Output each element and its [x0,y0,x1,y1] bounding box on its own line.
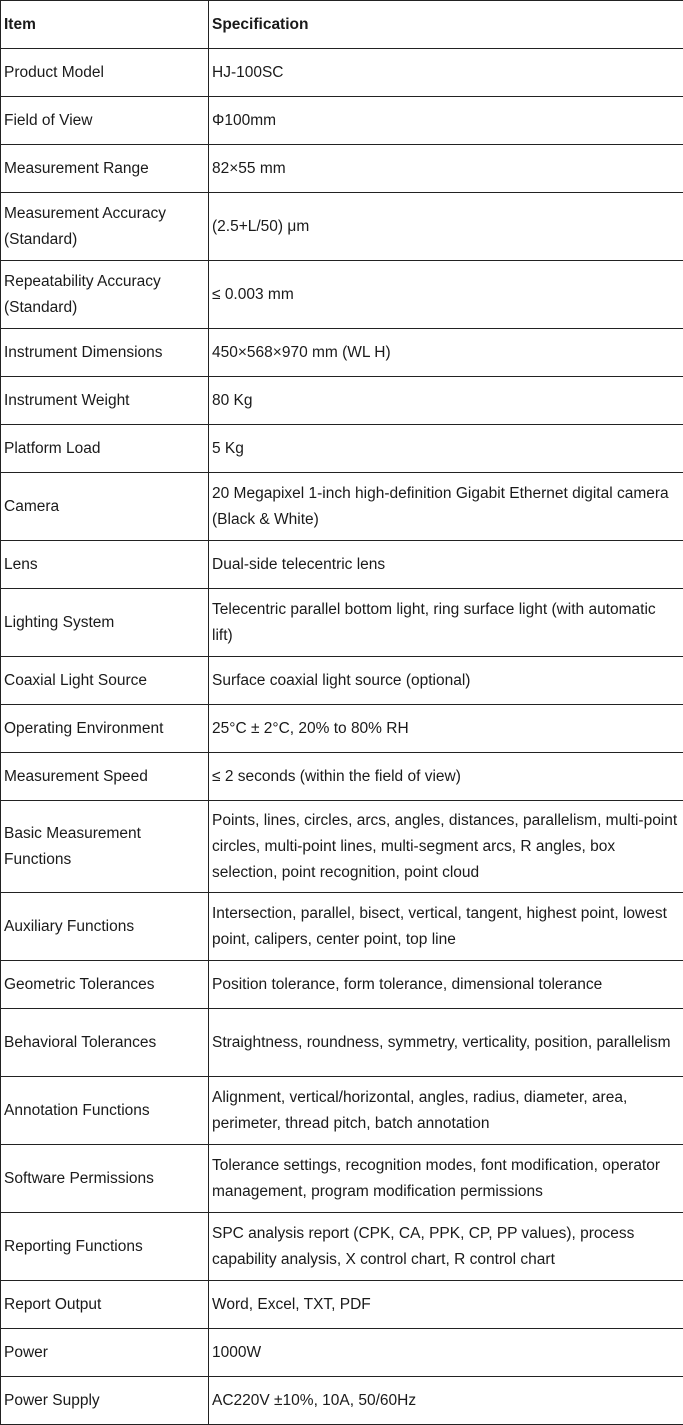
item-cell: Measurement Range [1,145,209,193]
header-specification: Specification [209,1,683,49]
specification-cell: 25°C ± 2°C, 20% to 80% RH [209,705,683,753]
specification-cell: Straightness, roundness, symmetry, verticality, position, parallelism [209,1009,683,1077]
table-row [1,657,683,705]
item-cell: Reporting Functions [1,1213,209,1281]
table-row [1,145,683,193]
item-cell: Report Output [1,1281,209,1329]
specification-cell: AC220V ±10%, 10A, 50/60Hz [209,1377,683,1425]
specification-cell: Word, Excel, TXT, PDF [209,1281,683,1329]
table-row [1,1377,683,1425]
item-cell: Auxiliary Functions [1,893,209,961]
item-cell: Product Model [1,49,209,97]
specification-cell: Φ100mm [209,97,683,145]
specification-cell: Position tolerance, form tolerance, dimensional tolerance [209,961,683,1009]
specification-cell: Intersection, parallel, bisect, vertical, tangent, highest point, lowest point, calipers, center point, top line [209,893,683,961]
specification-cell: 80 Kg [209,377,683,425]
table-row [1,541,683,589]
specification-cell: (2.5+L/50) μm [209,193,683,261]
table-row [1,193,683,261]
item-cell: Instrument Weight [1,377,209,425]
item-cell: Basic Measurement Functions [1,801,209,893]
specification-cell: 5 Kg [209,425,683,473]
table-row [1,893,683,961]
item-cell: Instrument Dimensions [1,329,209,377]
table-row [1,97,683,145]
item-cell: Lens [1,541,209,589]
item-cell: Field of View [1,97,209,145]
item-cell: Coaxial Light Source [1,657,209,705]
table-row [1,1077,683,1145]
specification-cell: 450×568×970 mm (WL H) [209,329,683,377]
item-cell: Power [1,1329,209,1377]
table-row [1,425,683,473]
specification-cell: Points, lines, circles, arcs, angles, distances, parallelism, multi-point circles, multi-point lines, multi-segment arcs, R angles, box selection, point recognition, point cloud [209,801,683,893]
specification-cell: 82×55 mm [209,145,683,193]
specification-cell: Alignment, vertical/horizontal, angles, radius, diameter, area, perimeter, thread pitch, batch annotation [209,1077,683,1145]
table-header-row [1,1,683,49]
item-cell: Platform Load [1,425,209,473]
table-row [1,1213,683,1281]
item-cell: Lighting System [1,589,209,657]
specification-cell: SPC analysis report (CPK, CA, PPK, CP, PP values), process capability analysis, X control chart, R control chart [209,1213,683,1281]
item-cell: Geometric Tolerances [1,961,209,1009]
specification-cell: Telecentric parallel bottom light, ring surface light (with automatic lift) [209,589,683,657]
item-cell: Power Supply [1,1377,209,1425]
item-cell: Measurement Speed [1,753,209,801]
specification-cell: ≤ 0.003 mm [209,261,683,329]
item-cell: Software Permissions [1,1145,209,1213]
table-row [1,1329,683,1377]
table-row [1,377,683,425]
table-row [1,705,683,753]
table-row [1,1009,683,1077]
table-row [1,961,683,1009]
specification-cell: Dual-side telecentric lens [209,541,683,589]
header-item: Item [1,1,209,49]
table-row [1,473,683,541]
specification-cell: ≤ 2 seconds (within the field of view) [209,753,683,801]
item-cell: Operating Environment [1,705,209,753]
table-body [1,49,683,1425]
specification-cell: 20 Megapixel 1-inch high-definition Gigabit Ethernet digital camera (Black & White) [209,473,683,541]
item-cell: Measurement Accuracy (Standard) [1,193,209,261]
table-row [1,753,683,801]
table-row [1,1281,683,1329]
table-row [1,261,683,329]
table-row [1,49,683,97]
item-cell: Repeatability Accuracy (Standard) [1,261,209,329]
item-cell: Behavioral Tolerances [1,1009,209,1077]
specification-cell: Surface coaxial light source (optional) [209,657,683,705]
table-row [1,1145,683,1213]
item-cell: Annotation Functions [1,1077,209,1145]
table-row [1,801,683,893]
specification-cell: Tolerance settings, recognition modes, font modification, operator management, program modification permissions [209,1145,683,1213]
table-row [1,329,683,377]
specification-cell: HJ-100SC [209,49,683,97]
item-cell: Camera [1,473,209,541]
table-row [1,589,683,657]
specification-cell: 1000W [209,1329,683,1377]
